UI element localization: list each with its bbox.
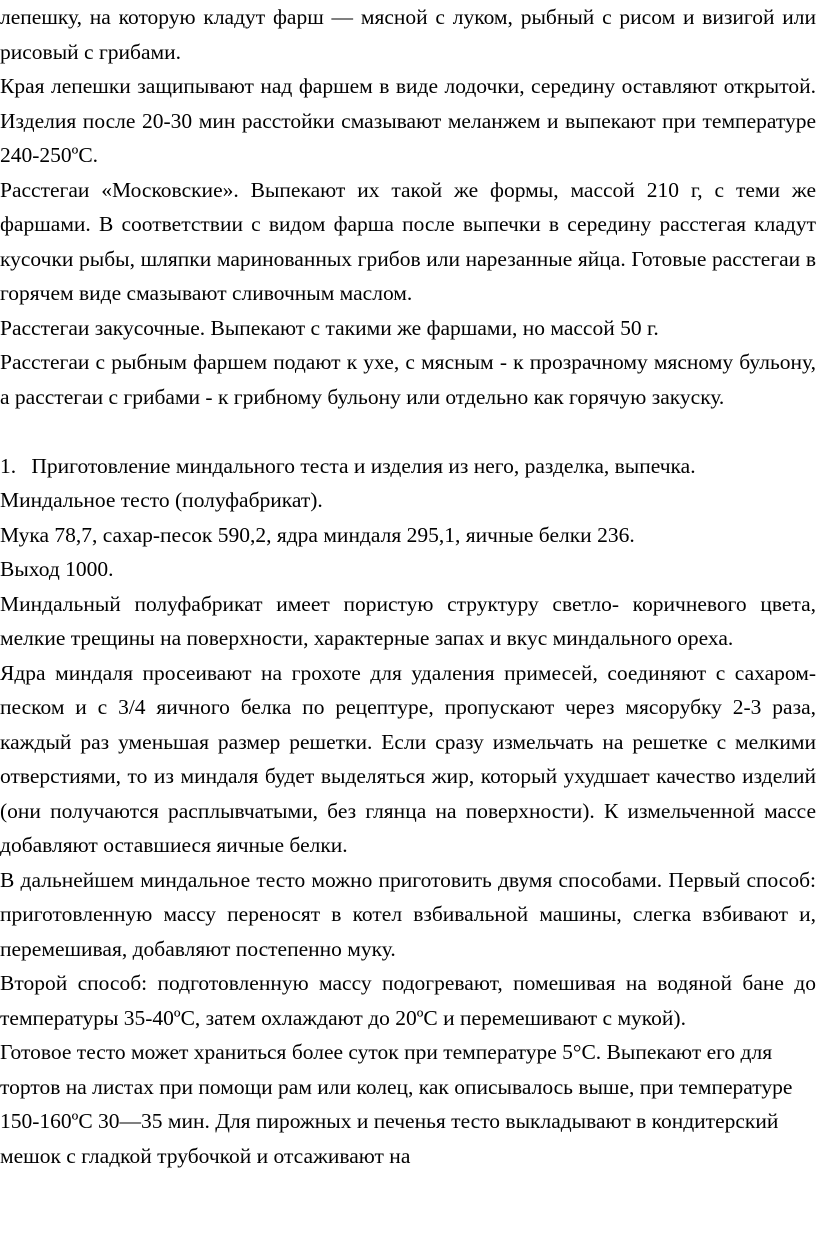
paragraph-yield: Выход 1000. bbox=[0, 557, 114, 581]
paragraph-shaping: Края лепешки защипывают над фаршем в виде лодочки, середину оставляют открытой. Изделия после 20-30 мин расстойки смазывают меланжем и выпекают при температуре 240-250ºС. bbox=[0, 74, 816, 167]
paragraph-snack-rasstegai: Расстегаи закусочные. Выпекают с такими же фаршами, но массой 50 г. bbox=[0, 315, 659, 340]
paragraph-almond-description: Миндальный полуфабрикат имеет пористую структуру светло- коричневого цвета, мелкие трещины на поверхности, характерные запах и вкус миндального ореха. bbox=[0, 591, 816, 650]
blank-line bbox=[0, 414, 816, 449]
numbered-heading bbox=[0, 449, 816, 484]
paragraph-filling: лепешку, на которую кладут фарш — мясной с луком, рыбный с рисом и визигой или рисовый с грибами. bbox=[0, 5, 816, 64]
paragraph-moscow-rasstegai: Расстегаи «Московские». Выпекают их такой же формы, массой 210 г, с теми же фаршами. В соответствии с видом фарша после выпечки в середину расстегая кладут кусочки рыбы, шляпки маринованных грибов или нарезанные яйца. Готовые расстегаи в горячем виде смазывают сливочным маслом. bbox=[0, 177, 816, 305]
paragraph-second-method: Второй способ: подготовленную массу подогревают, помешивая на водяной бане до температуры 35-40ºС, затем охлаждают до 20ºС и перемешивают с мукой). bbox=[0, 971, 816, 1030]
heading-number: 1. bbox=[0, 453, 17, 478]
paragraph-recipe: Мука 78,7, сахар-песок 590,2, ядра миндаля 295,1, яичные белки 236. bbox=[0, 522, 635, 547]
paragraph-serving: Расстегаи с рыбным фаршем подают к ухе, с мясным - к прозрачному мясному бульону, а расстегаи с грибами - к грибному бульону или отдельно как горячую закуску. bbox=[0, 350, 816, 409]
paragraph-storage-baking: Готовое тесто может храниться более суток при температуре 5°С. Выпекают его для тортов на листах при помощи рам или колец, как описывалось выше, при температуре 150-160ºС 30—35 мин. Для пирожных и печенья тесто выкладывают в кондитерский мешок с гладкой трубочкой и отсаживают на bbox=[0, 1040, 793, 1168]
paragraph-first-method: В дальнейшем миндальное тесто можно приготовить двумя способами. Первый способ: приготовленную массу переносят в котел взбивальной машины, слегка взбивают и, перемешивая, добавляют постепенно муку. bbox=[0, 867, 816, 961]
heading-text: Приготовление миндального теста и изделия из него, разделка, выпечка. bbox=[31, 453, 696, 478]
paragraph-almond-dough-title: Миндальное тесто (полуфабрикат). bbox=[0, 488, 323, 512]
paragraph-almond-preparation: Ядра миндаля просеивают на грохоте для удаления примесей, соединяют с сахаром-песком и с 3/4 яичного белка по рецептуре, пропускают через мясорубку 2-3 раза, каждый раз уменьшая размер решетки. Если сразу измельчать на решетке с мелкими отверстиями, то из миндаля будет выделяться жир, который ухудшает качество изделий (они получаются расплывчатыми, без глянца на поверхности). К измельченной массе добавляют оставшиеся яичные белки. bbox=[0, 660, 816, 857]
